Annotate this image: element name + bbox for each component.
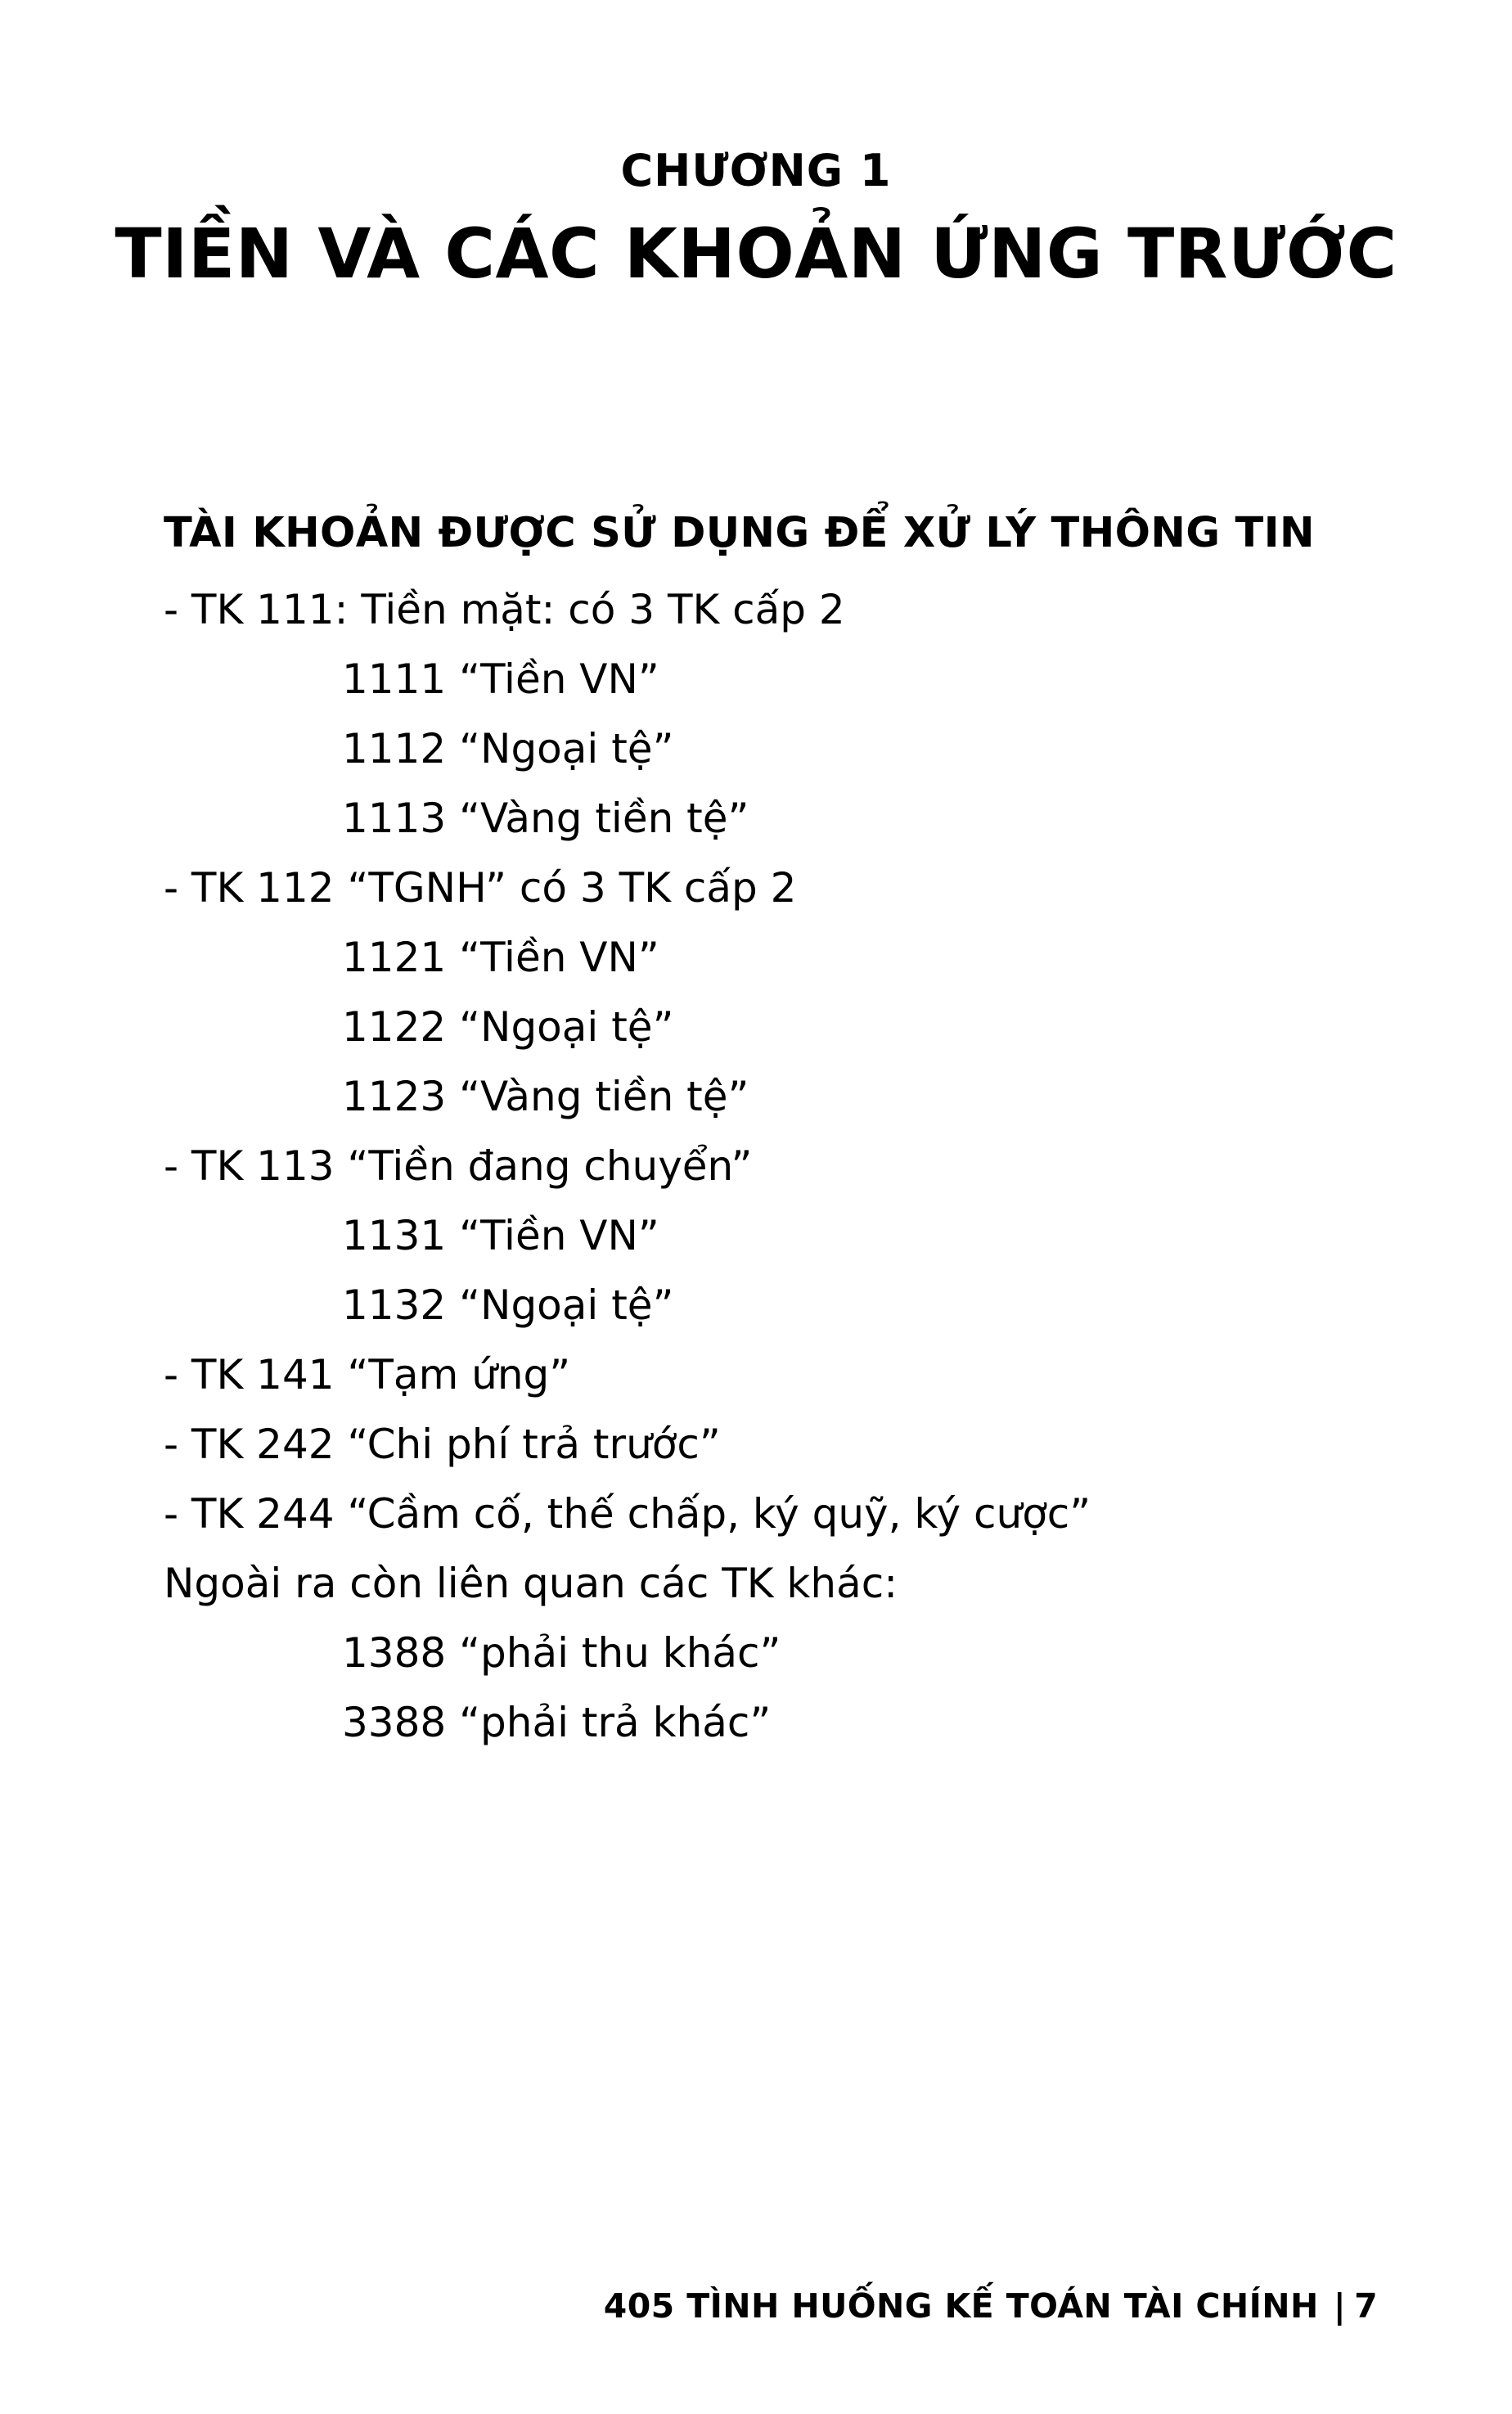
section-heading: TÀI KHOẢN ĐƯỢC SỬ DỤNG ĐỂ XỬ LÝ THÔNG TIN <box>164 508 1315 557</box>
document-page <box>0 146 1512 2414</box>
account-line: - TK 141 “Tạm ứng” <box>164 1350 571 1398</box>
account-line: 1131 “Tiền VN” <box>342 1211 659 1259</box>
account-line: - TK 242 “Chi phí trả trước” <box>164 1420 721 1468</box>
account-line: - TK 111: Tiền mặt: có 3 TK cấp 2 <box>164 585 845 633</box>
account-line: 1112 “Ngoại tệ” <box>342 724 674 772</box>
account-line: 1121 “Tiền VN” <box>342 933 659 981</box>
account-line: - TK 244 “Cầm cố, thế chấp, ký quỹ, ký cược” <box>164 1489 1091 1538</box>
page-footer <box>0 2286 1512 2326</box>
account-line: 1123 “Vàng tiền tệ” <box>342 1072 749 1120</box>
account-line: 3388 “phải trả khác” <box>342 1698 772 1746</box>
footer-book-title: 405 TÌNH HUỐNG KẾ TOÁN TÀI CHÍNH <box>603 2286 1319 2326</box>
content-body <box>0 508 1512 1750</box>
account-line: 1388 “phải thu khác” <box>342 1628 781 1677</box>
account-line: 1122 “Ngoại tệ” <box>342 1002 674 1051</box>
account-line: 1113 “Vàng tiền tệ” <box>342 794 749 842</box>
account-line: Ngoài ra còn liên quan các TK khác: <box>164 1559 898 1607</box>
account-list <box>164 583 1414 1750</box>
chapter-label: CHƯƠNG 1 <box>620 145 892 196</box>
chapter-header <box>0 146 1512 294</box>
account-line: 1132 “Ngoại tệ” <box>342 1281 674 1329</box>
account-line: - TK 113 “Tiền đang chuyển” <box>164 1142 753 1190</box>
account-line: 1111 “Tiền VN” <box>342 655 659 703</box>
chapter-title: TIỀN VÀ CÁC KHOẢN ỨNG TRƯỚC <box>115 214 1397 295</box>
footer-page-number: 7 <box>1354 2286 1378 2326</box>
footer-separator: | <box>1333 2286 1347 2326</box>
account-line: - TK 112 “TGNH” có 3 TK cấp 2 <box>164 863 797 912</box>
